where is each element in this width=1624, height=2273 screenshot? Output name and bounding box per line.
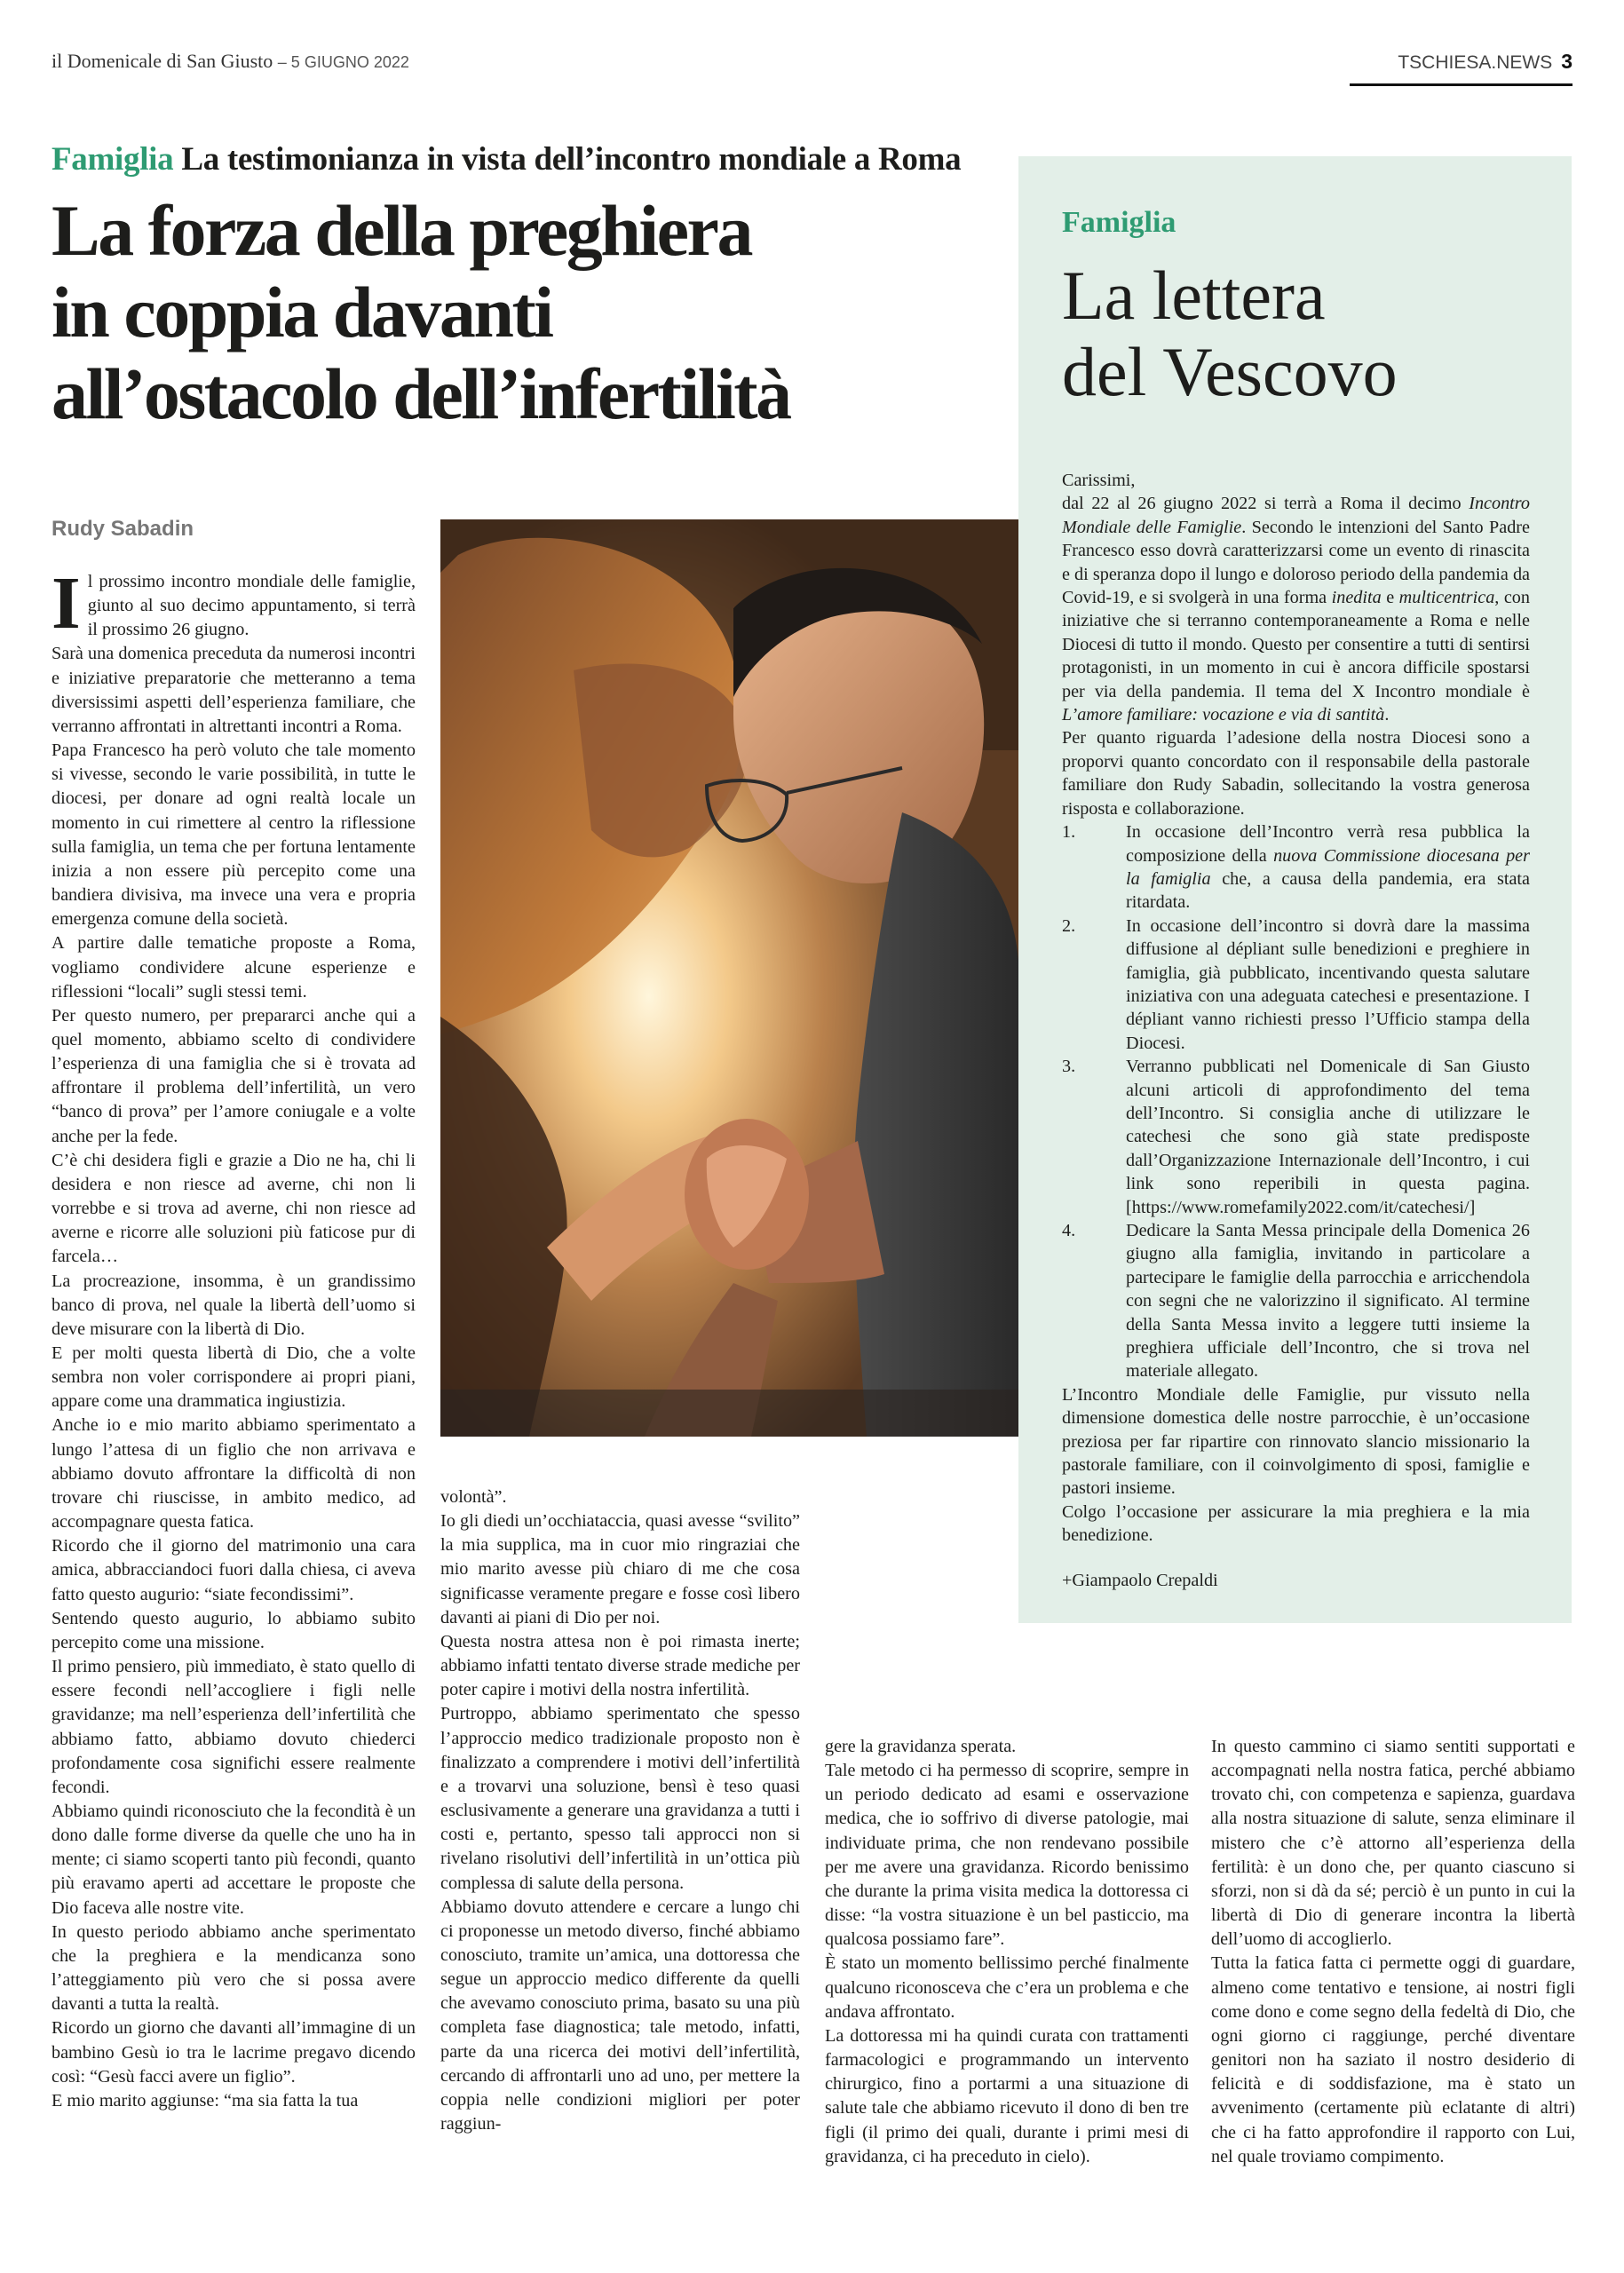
list-number: 1. bbox=[1062, 822, 1076, 843]
paragraph: La dottoressa mi ha quindi curata con trattamenti farmacologici e programmando un intervento chirurgico, fino a portarmi a una situazione di salute tale che abbiamo ricevuto il dono di ben tre figli (il primo dei quali, durante i primi mesi di gravidanza, ci ha preceduto in cielo). bbox=[825, 2025, 1189, 2166]
list-item bbox=[1062, 1219, 1530, 1383]
publication-header bbox=[51, 50, 409, 73]
paragraph: Purtroppo, abbiamo sperimentato che spesso l’approccio medico tradizionale proposto non è finalizzato a comprendere i motivi dell’infertilità e a trovarvi una soluzione, bensì è teso quasi esclusivamente a generare una gravidanza a tutti i costi e, pertanto, spesso tali approcci non si rivelano risolutivi dell’infertilità in un’ottica più complessa di salute della persona. bbox=[440, 1704, 800, 1893]
paragraph: Papa Francesco ha però voluto che tale momento si vivesse, secondo le varie possibilità, in tutte le diocesi, per donare ad ogni realtà locale un momento in cui rimettere al centro la riflessione sulla famiglia, un tema che per fortuna lentamente inizia a non essere più percepito come una bandiera divisiva, ma invece una vera e propria emergenza comune della società. bbox=[51, 741, 416, 930]
paragraph: volontà”. bbox=[440, 1487, 507, 1507]
paragraph: E per molti questa libertà di Dio, che a volte sembra non voler corrispondere ai propri piani, appare come una drammatica ingiustizia. bbox=[51, 1343, 416, 1412]
paragraph: C’è chi desidera figli e grazie a Dio ne ha, chi li desidera e non riesce ad averne, chi non li vorrebbe e si trova ad averne, chi non riesce ad averne e ricorre alle soluzioni più faticose pur di farcela… bbox=[51, 1150, 416, 1267]
paragraph: Abbiamo quindi riconosciuto che la fecondità è un dono dalle forme diverse da quelle che uno ha in mente; ci siamo scoperti tanto più fecondi, quanto più eravamo aperti ad accettare le proposte che Dio faceva alle nostre vite. bbox=[51, 1801, 416, 1918]
text-run: . bbox=[1384, 705, 1390, 725]
paragraph: Io gli diedi un’occhiataccia, quasi avesse “svilito” la mia supplica, ma in cuor mio ringraziai che mio marito avesse più chiaro di me che cosa significasse veramente pregare e fosse così libero davanti ai piani di Dio per noi. bbox=[440, 1511, 800, 1628]
emphasis: L’amore familiare: vocazione e via di santità bbox=[1062, 705, 1385, 725]
paragraph: Sarà una domenica preceduta da numerosi incontri e iniziative preparatorie che metteranno a tema diversissimi aspetti dell’esperienza familiare, che verranno affrontati in altrettanti incontri a Roma. bbox=[51, 644, 416, 736]
list-number: 4. bbox=[1062, 1221, 1076, 1240]
headline-line: in coppia davanti bbox=[51, 272, 552, 352]
list-text bbox=[1126, 820, 1530, 915]
article-column-4 bbox=[1211, 1735, 1575, 2169]
paragraph: Tutta la fatica fatta ci permette oggi di guardare, almeno come tentativo e tensione, ai nostri figli come dono e come segno della fedeltà di Dio, che ogni giorno ci raggiunge, perché diventare genitori non ha saziato il nostro desiderio di felicità e di soddisfazione, ma è stato un avvenimento (certamente più eclatante di altri) che ci ha fatto approfondire il rapporto con Lui, nel quale troviamo compimento. bbox=[1211, 1953, 1575, 2166]
list-number: 3. bbox=[1062, 1057, 1076, 1077]
paragraph: Questa nostra attesa non è poi rimasta inerte; abbiamo infatti tentato diverse strade mediche per poter capire i motivi della nostra infertilità. bbox=[440, 1631, 800, 1700]
signature: +Giampaolo Crepaldi bbox=[1062, 1570, 1218, 1590]
paragraph: l prossimo incontro mondiale delle famiglie, giunto al suo decimo appuntamento, si terrà il prossimo 26 giugno. bbox=[87, 572, 416, 640]
paragraph: gere la gravidanza sperata. bbox=[825, 1737, 1017, 1756]
headline-line: La forza della preghiera bbox=[51, 190, 751, 271]
paragraph: Anche io e mio marito abbiamo sperimentato a lungo l’attesa di un figlio che non arrivava e abbiamo dovuto affrontare la difficoltà di non trovare chi riuscisse, in ambito medico, ad accompagnare questa fatica. bbox=[51, 1415, 416, 1532]
paragraph: Colgo l’occasione per assicurare la mia preghiera e la mia benedizione. bbox=[1062, 1501, 1530, 1546]
article-headline bbox=[51, 190, 1002, 435]
paragraph: Per questo numero, per prepararci anche qui a quel momento, abbiamo scelto di condividere l’esperienza di una famiglia che si è trovata ad affrontare il problema dell’infertilità, un vero “banco di prova” per l’amore coniugale e a volte anche per la fede. bbox=[51, 1005, 416, 1146]
issue-date: – 5 GIUGNO 2022 bbox=[277, 53, 409, 71]
paragraph: Ricordo un giorno che davanti all’immagine di un bambino Gesù io tra le lacrime pregavo dicendo così: “Gesù facci avere un figlio”. bbox=[51, 2018, 416, 2087]
list-text: Verranno pubblicati nel Domenicale di San Giusto alcuni articoli di approfondimento del tema dell’Incontro. Si consiglia anche di utilizzare le catechesi che sono già state predisposte dall’Organizzazione Internazionale dell’Incontro, i cui link sono reperibili in questa pagina. [https://www.romefamily2022.com/it/catechesi/] bbox=[1126, 1057, 1530, 1217]
dropcap: I bbox=[51, 562, 81, 645]
headline-line: all’ostacolo dell’infertilità bbox=[51, 353, 790, 434]
article-column-1 bbox=[51, 562, 416, 2113]
paragraph: Abbiamo dovuto attendere e cercare a lungo chi ci proponesse un metodo diverso, finché abbiamo conosciuto, tramite un’amica, una dottoressa che segue un approccio medico differente da quelli che avevamo conosciuto prima, basato su una più completa fase diagnostica; tale metodo, infatti, parte da una ricerca dei motivi dell’infertilità, cercando di affrontarli uno ad uno, per mettere la coppia nelle condizioni migliori per poter raggiun- bbox=[440, 1897, 800, 2134]
article-kicker bbox=[51, 140, 961, 178]
paragraph bbox=[1062, 492, 1530, 726]
greeting: Carissimi, bbox=[1062, 471, 1136, 490]
text-run: In occasione dell’Incontro verrà resa pubblica la composizione della bbox=[1126, 822, 1530, 866]
text-run: . Secondo le intenzioni del Santo Padre Francesco esso dovrà caratterizzarsi come un evento di rinascita e di speranza dopo il lungo e doloroso periodo della pandemia da Covid-19, e si svolgerà in una forma bbox=[1062, 517, 1530, 608]
paragraph: Tale metodo ci ha permesso di scoprire, sempre in un periodo dedicato ad esami e osservazione medica, che io soffrivo di diverse patologie, mai individuate prima, che non rendevano possibile per me avere una gravidanza. Ricordo benissimo che durante la prima visita medica la dottoressa ci disse: “la vostra situazione è un bel pasticcio, ma qualcosa possiamo fare”. bbox=[825, 1761, 1189, 1950]
site-header bbox=[1398, 50, 1573, 74]
byline: Rudy Sabadin bbox=[51, 517, 194, 541]
sidebar-body bbox=[1062, 469, 1530, 1592]
paragraph: Sentendo questo augurio, lo abbiamo subito percepito come una missione. bbox=[51, 1608, 416, 1652]
sidebar-title bbox=[1062, 257, 1398, 410]
emphasis: inedita bbox=[1331, 588, 1382, 608]
sidebar-title-line: La lettera bbox=[1062, 257, 1326, 334]
paragraph: In questo periodo abbiamo anche sperimentato che la preghiera e la mendicanza sono l’atteggiamento più vero che si possa avere davanti a tutta la realtà. bbox=[51, 1921, 416, 2015]
list-text: In occasione dell’incontro si dovrà dare la massima diffusione al dépliant sulle benedizioni e preghiere in famiglia, già pubblicato, incentivando questa salutare iniziativa con una adeguata catechesi e presentazione. I dépliant vanno richiesti presso l’Ufficio stampa della Diocesi. bbox=[1126, 915, 1530, 1053]
publication-name: il Domenicale di San Giusto bbox=[51, 50, 273, 72]
header-rule bbox=[1350, 83, 1573, 86]
paragraph: In questo cammino ci siamo sentiti supportati e accompagnati nella nostra fatica, perché abbiamo trovato chi, con competenza e sapienza, guardava alla nostra situazione di salute, senza eliminare il mistero che c’è attorno all’esperienza della fertilità: è un dono che, per quanto ciascuno si sforzi, non si dà da sé; perciò è un punto in cui la libertà di Dio di generare incontra la libertà dell’uomo di accoglierlo. bbox=[1211, 1737, 1575, 1950]
site-name[interactable]: TSCHIESA.NEWS bbox=[1398, 52, 1553, 73]
paragraph: È stato un momento bellissimo perché finalmente qualcuno riconosceva che c’era un problema e che andava affrontato. bbox=[825, 1953, 1189, 2022]
paragraph: A partire dalle tematiche proposte a Roma, vogliamo condividere alcune esperienze e riflessioni “locali” sugli stessi temi. bbox=[51, 933, 416, 1002]
emphasis: multicentrica bbox=[1398, 588, 1495, 608]
article-category: Famiglia bbox=[51, 141, 174, 178]
article-column-2 bbox=[440, 1485, 800, 2136]
paragraph: La procreazione, insomma, è un grandissimo banco di prova, nel quale la libertà dell’uomo si deve misurare con la libertà di Dio. bbox=[51, 1271, 416, 1339]
list-item bbox=[1062, 820, 1530, 915]
list-text: Dedicare la Santa Messa principale della Domenica 26 giugno alla famiglia, invitando in particolare a partecipare le famiglie della parrocchia e arricchendola con segni che ne valorizzino il significato. Al termine della Santa Messa invito a leggere tutti insieme la preghiera ufficiale dell’Incontro, che si trova nel materiale allegato. bbox=[1126, 1221, 1530, 1382]
paragraph: Ricordo che il giorno del matrimonio una cara amica, abbracciandoci fuori dalla chiesa, ci aveva fatto questo augurio: “siate fecondissimi”. bbox=[51, 1536, 416, 1604]
sidebar-title-line: del Vescovo bbox=[1062, 333, 1398, 410]
text-run: e bbox=[1381, 588, 1399, 608]
paragraph: E mio marito aggiunse: “ma sia fatta la tua bbox=[51, 2090, 359, 2111]
sidebar-category: Famiglia bbox=[1062, 206, 1176, 239]
emphasis: nuova Commissione diocesana per la famiglia bbox=[1126, 845, 1530, 889]
kicker-text: La testimonianza in vista dell’incontro mondiale a Roma bbox=[181, 141, 962, 178]
paragraph: L’Incontro Mondiale delle Famiglie, pur vissuto nella dimensione domestica delle nostre parrocchie, è un’occasione preziosa per far ripartire con rinnovato slancio missionario la pastorale familiare, con il coinvolgimento di sposi, famiglie e pastori insieme. bbox=[1062, 1384, 1530, 1499]
text-run: , con iniziative che si terranno contemporaneamente a Roma e nelle Diocesi di tutto il mondo. Questo per consentire a tutti di sentirsi protagonisti, in un momento in cui è ancora difficile spostarsi per via della pandemia. Il tema del X Incontro mondiale è bbox=[1062, 588, 1530, 701]
couple-praying-photo bbox=[440, 519, 1019, 1437]
paragraph: Il primo pensiero, più immediato, è stato quello di essere fecondi nell’accogliere i figli nelle gravidanze; ma nell’esperienza dell’infertilità che abbiamo fatto, abbiamo dovuto chiederci profondamente cosa significhi essere realmente fecondi. bbox=[51, 1657, 416, 1797]
list-item bbox=[1062, 915, 1530, 1055]
text-run: dal 22 al 26 giugno 2022 si terrà a Roma il decimo bbox=[1062, 494, 1470, 514]
paragraph: Per quanto riguarda l’adesione della nostra Diocesi sono a proporvi quanto concordato con il responsabile della pastorale familiare don Rudy Sabadin, sollecitando la vostra generosa risposta e collaborazione. bbox=[1062, 728, 1530, 819]
article-column-3 bbox=[825, 1735, 1189, 2169]
list-number: 2. bbox=[1062, 915, 1076, 936]
text-run: che, a causa della pandemia, era stata ritardata. bbox=[1126, 868, 1530, 913]
page-number: 3 bbox=[1561, 50, 1573, 73]
list-item bbox=[1062, 1055, 1530, 1219]
emphasis: Incontro Mondiale delle Famiglie bbox=[1062, 494, 1530, 537]
